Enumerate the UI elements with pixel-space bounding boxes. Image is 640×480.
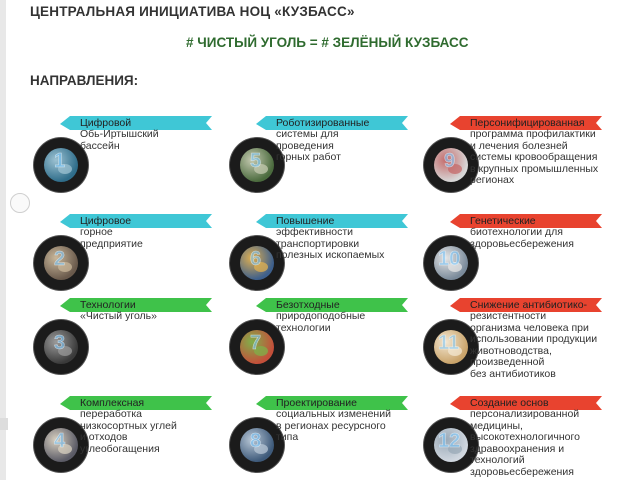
direction-number: 3 [54, 332, 66, 354]
direction-heading: Комплексная [80, 397, 145, 409]
direction-heading: Проектирование [276, 397, 357, 409]
direction-item [424, 116, 634, 186]
direction-item [34, 396, 244, 466]
direction-number: 12 [438, 430, 461, 452]
description-line: технологии [276, 321, 331, 334]
description-line: транспортировки [276, 237, 360, 250]
description-line: социальных изменений [276, 408, 391, 420]
description-line: медицины, [470, 419, 523, 432]
description-line: переработка [80, 408, 142, 420]
direction-description [80, 311, 157, 323]
direction-description [470, 311, 597, 380]
direction-number: 9 [444, 150, 456, 172]
side-marker [0, 418, 8, 430]
direction-heading: Генетические [470, 215, 536, 227]
direction-item [230, 116, 440, 186]
description-line: типа [276, 431, 299, 443]
description-line: животноводства, [470, 344, 552, 357]
direction-heading: Технологии [80, 299, 136, 311]
direction-description [470, 409, 580, 478]
direction-description [276, 227, 384, 262]
direction-heading: Цифровое [80, 215, 132, 227]
direction-number: 6 [250, 248, 262, 270]
description-line: без антибиотиков [470, 367, 556, 380]
description-line: здоровьесбережения [470, 465, 574, 478]
direction-description [470, 227, 574, 250]
description-line: горных работ [276, 151, 341, 163]
direction-item [424, 214, 634, 284]
description-line: биотехнологии для [470, 226, 563, 238]
description-line: и лечения болезней [470, 139, 568, 152]
description-line: технологий [470, 454, 525, 466]
direction-description [276, 129, 341, 164]
direction-item [34, 298, 244, 368]
description-line: системы для [276, 128, 339, 140]
page-title: ЦЕНТРАЛЬНАЯ ИНИЦИАТИВА НОЦ «КУЗБАСС» [30, 4, 355, 19]
description-line: в крупных промышленных [470, 162, 599, 175]
description-line: Обь-Иртышский [80, 128, 159, 140]
description-line: «Чистый уголь» [80, 310, 157, 322]
direction-number: 4 [54, 430, 66, 452]
description-line: и отходов [80, 431, 128, 443]
direction-item [424, 298, 634, 380]
description-line: произведенной [470, 356, 545, 368]
direction-heading: Персонифицированная [470, 117, 585, 129]
hashtag-line: # ЧИСТЫЙ УГОЛЬ = # ЗЕЛЁНЫЙ КУЗБАСС [186, 35, 469, 50]
direction-heading: Создание основ [470, 397, 549, 409]
direction-item [230, 214, 440, 284]
left-edge-strip [0, 0, 6, 480]
direction-description [276, 409, 391, 444]
description-line: углеобогащения [80, 442, 160, 455]
description-line: использовании продукции [470, 333, 598, 345]
description-line: в регионах ресурсного [276, 419, 386, 432]
description-line: здоровьесбережения [470, 237, 574, 250]
direction-heading: Цифровой [80, 117, 132, 129]
carousel-dot-icon[interactable] [10, 193, 30, 213]
direction-description [80, 409, 177, 455]
direction-description [470, 129, 598, 187]
description-line: эффективности [276, 226, 354, 238]
description-line: природоподобные [276, 310, 366, 322]
direction-image-ring [34, 320, 88, 374]
direction-item [424, 396, 634, 478]
description-line: регионах [470, 174, 515, 186]
direction-description [80, 227, 143, 250]
direction-number: 8 [250, 430, 262, 452]
direction-item [34, 116, 244, 186]
direction-heading: Повышение [276, 215, 335, 227]
direction-number: 7 [250, 332, 262, 354]
description-line: проведения [276, 139, 334, 152]
direction-item [230, 396, 440, 466]
direction-heading: Роботизированные [276, 117, 370, 129]
description-line: персонализированной [470, 408, 580, 420]
direction-number: 10 [438, 248, 461, 270]
description-line: организма человека при [470, 321, 589, 334]
description-line: высокотехнологичного [470, 431, 580, 443]
direction-item [34, 214, 244, 284]
direction-item [230, 298, 440, 368]
direction-description [80, 129, 159, 152]
direction-heading: Безотходные [276, 299, 340, 311]
description-line: полезных ископаемых [276, 249, 385, 261]
description-line: низкосортных углей [80, 419, 177, 432]
direction-number: 11 [438, 332, 460, 354]
direction-number: 5 [250, 150, 262, 172]
section-title: НАПРАВЛЕНИЯ: [30, 73, 139, 88]
description-line: предприятие [80, 237, 143, 250]
direction-heading: Снижение антибиотико- [470, 299, 588, 311]
description-line: системы кровообращения [470, 151, 598, 163]
description-line: здравоохранения и [470, 442, 565, 455]
description-line: программа профилактики [470, 128, 596, 140]
direction-description [276, 311, 365, 334]
description-line: резистентности [470, 310, 547, 322]
direction-number: 1 [54, 150, 66, 172]
direction-number: 2 [54, 248, 66, 270]
description-line: горное [80, 226, 113, 238]
description-line: бассейн [80, 139, 120, 152]
